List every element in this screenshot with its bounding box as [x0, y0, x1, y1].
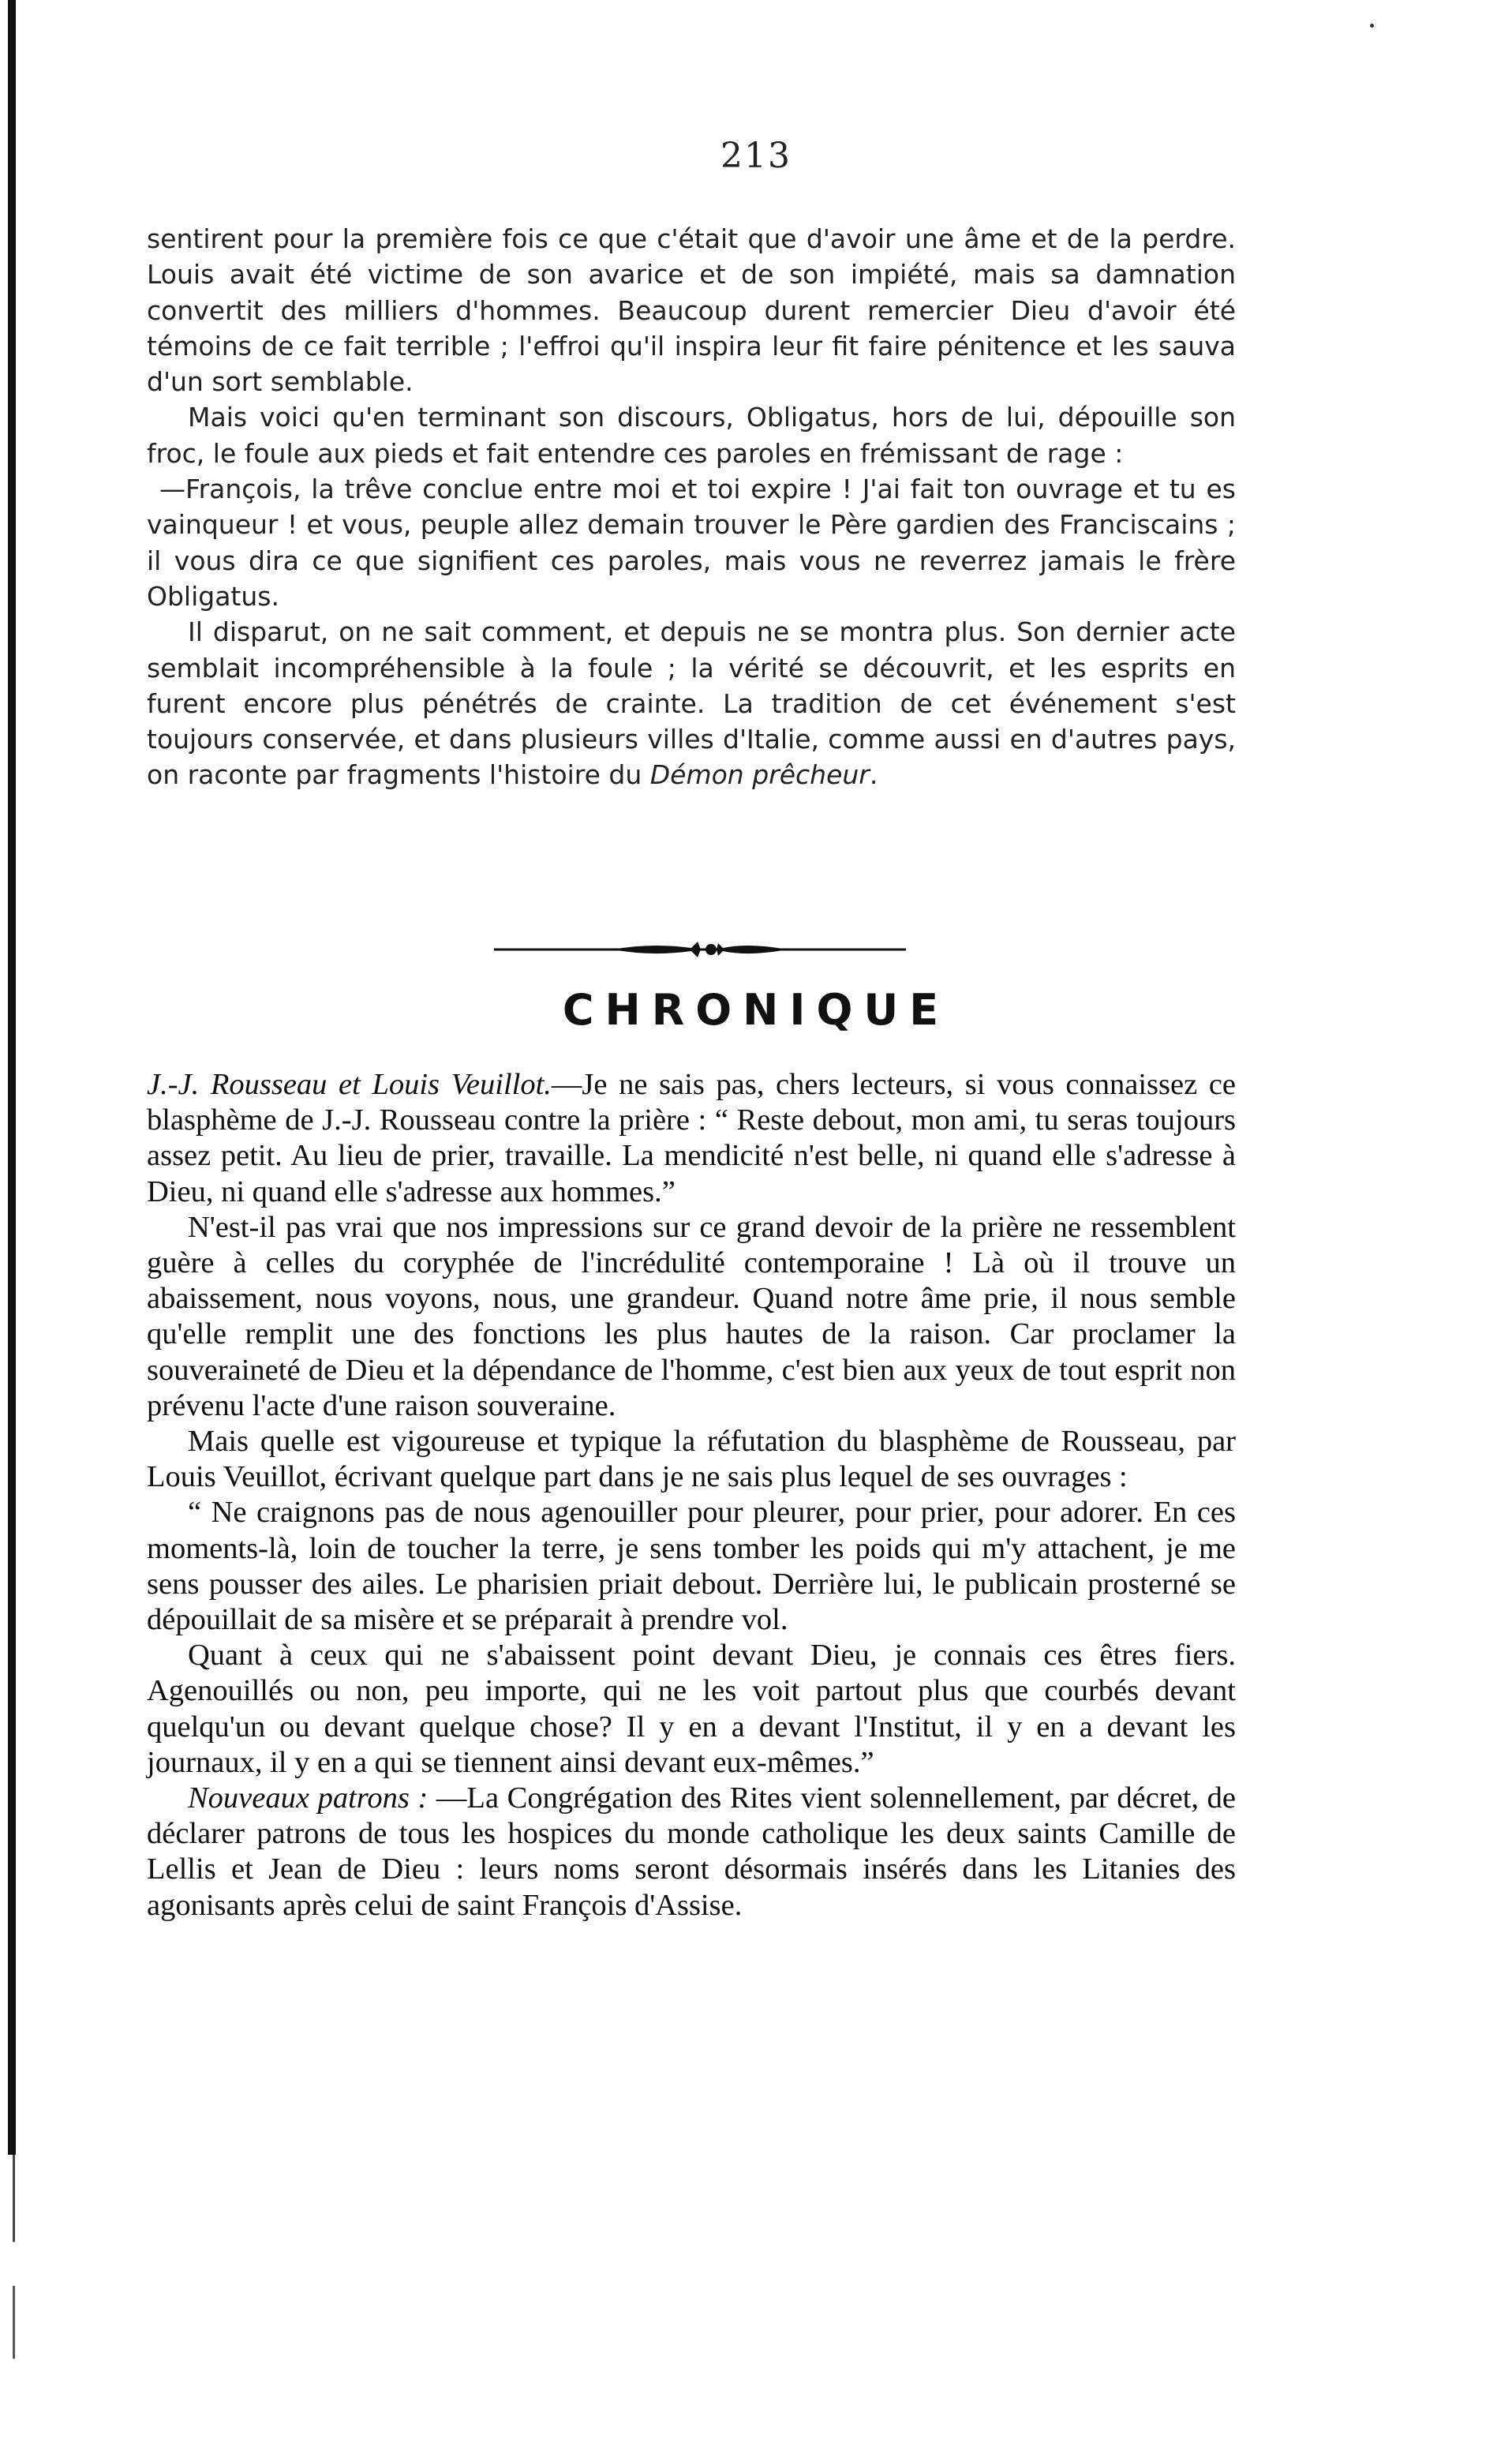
- item-text: —Je ne sais pas, chers lecteurs, si vous connaissez ce blasphème de J.-J. Rousseau contre la prière : “ Reste debout, mon ami, tu seras toujours assez petit. Au lieu de prier, travaille. La mendicité n'est belle, ni quand elle s'adresse à Dieu, ni quand elle s'adresse aux hommes.”: [147, 1068, 1236, 1208]
- story-paragraph: Mais voici qu'en terminant son discours, Obligatus, hors de lui, dépouille son froc, le foule aux pieds et fait entendre ces paroles en frémissant de rage :: [147, 402, 1236, 469]
- page-number: 213: [720, 136, 792, 176]
- story-final-punct: .: [869, 759, 878, 791]
- chronique-item-rousseau: [147, 1067, 1236, 1210]
- story-conclusion: [147, 221, 1236, 793]
- story-dialogue: —François, la trêve conclue entre moi et toi expire ! J'ai fait ton ouvrage et tu es vainqueur ! et vous, peuple allez demain trouver le Père gardien des Franciscains ; il vous dira ce que signifient ces paroles, mais vous ne reverrez jamais le frère Obligatus.: [147, 474, 1236, 612]
- chronique-quote-paragraph: “ Ne craignons pas de nous agenouiller pour pleurer, pour prier, pour adorer. En ces moments-là, loin de toucher la terre, je sens tomber les poids qui m'y attachent, je me sens pousser des ailes. Le pharisien priait debout. Derrière lui, le publicain prosterné se dépouillait de sa misère et se préparait à prendre vol.: [147, 1496, 1236, 1637]
- story-paragraph: sentirent pour la première fois ce que c'était que d'avoir une âme et de la perdre. Louis avait été victime de son avarice et de son impiété, mais sa damnation convertit des milliers d'hommes. Beaucoup durent remercier Dieu d'avoir été témoins de ce fait terrible ; l'effroi qu'il inspira leur fit faire pénitence et les sauva d'un sort semblable.: [147, 223, 1236, 398]
- print-speck: [1370, 24, 1374, 28]
- binding-edge-rule: [8, 0, 16, 2155]
- item-lead-italic: J.-J. Rousseau et Louis Veuillot.: [147, 1068, 552, 1101]
- chronique-quote-paragraph: Quant à ceux qui ne s'abaissent point devant Dieu, je connais ces êtres fiers. Agenouillés ou non, peu importe, qui ne les voit partout plus que courbés devant quelqu'un ou devant quelque chose? Il y en a devant l'Institut, il y en a devant les journaux, il y en a qui se tiennent ainsi devant eux-mêmes.”: [147, 1639, 1236, 1779]
- chronique-paragraph: N'est-il pas vrai que nos impressions sur ce grand devoir de la prière ne ressemblent guère à celles du coryphée de l'incrédulité contemporaine ! Là où il trouve un abaissement, nous voyons, nous, une grandeur. Quand notre âme prie, il nous semble qu'elle remplit une des fonctions les plus hautes de la raison. Car proclamer la souveraineté de Dieu et la dépendance de l'homme, c'est bien aux yeux de tout esprit non prévenu l'acte d'une raison souveraine.: [147, 1210, 1236, 1422]
- story-final-paragraph: [147, 614, 1236, 792]
- story-title-italic: Démon prêcheur: [649, 759, 870, 791]
- item-lead-italic: Nouveaux patrons :: [188, 1781, 429, 1815]
- chronique-item-patrons: [147, 1781, 1236, 1923]
- chronique-paragraph: Mais quelle est vigoureuse et typique la réfutation du blasphème de Rousseau, par Louis Veuillot, écrivant quelque part dans je ne sais plus lequel de ses ouvrages :: [147, 1425, 1236, 1494]
- chronique-section: [147, 1067, 1236, 1923]
- section-divider-ornament: [494, 938, 906, 961]
- item-text: —La Congrégation des Rites vient solennellement, par décret, de déclarer patrons de tous les hospices du monde catholique les deux saints Camille de Lellis et Jean de Dieu : leurs noms seront désormais insérés dans les Litanies des agonisants après celui de saint François d'Assise.: [147, 1781, 1237, 1922]
- binding-edge-rule-lower: [13, 2155, 15, 2446]
- story-final-text: Il disparut, on ne sait comment, et depuis ne se montra plus. Son dernier acte semblait incompréhensible à la foule ; la vérité se découvrit, et les esprits en furent encore plus pénétrés de crainte. La tradition de cet événement s'est toujours conservée, et dans plusieurs villes d'Italie, comme aussi en d'autres pays, on raconte par fragments l'histoire du: [147, 616, 1236, 791]
- section-heading-chronique: CHRONIQUE: [562, 985, 950, 1035]
